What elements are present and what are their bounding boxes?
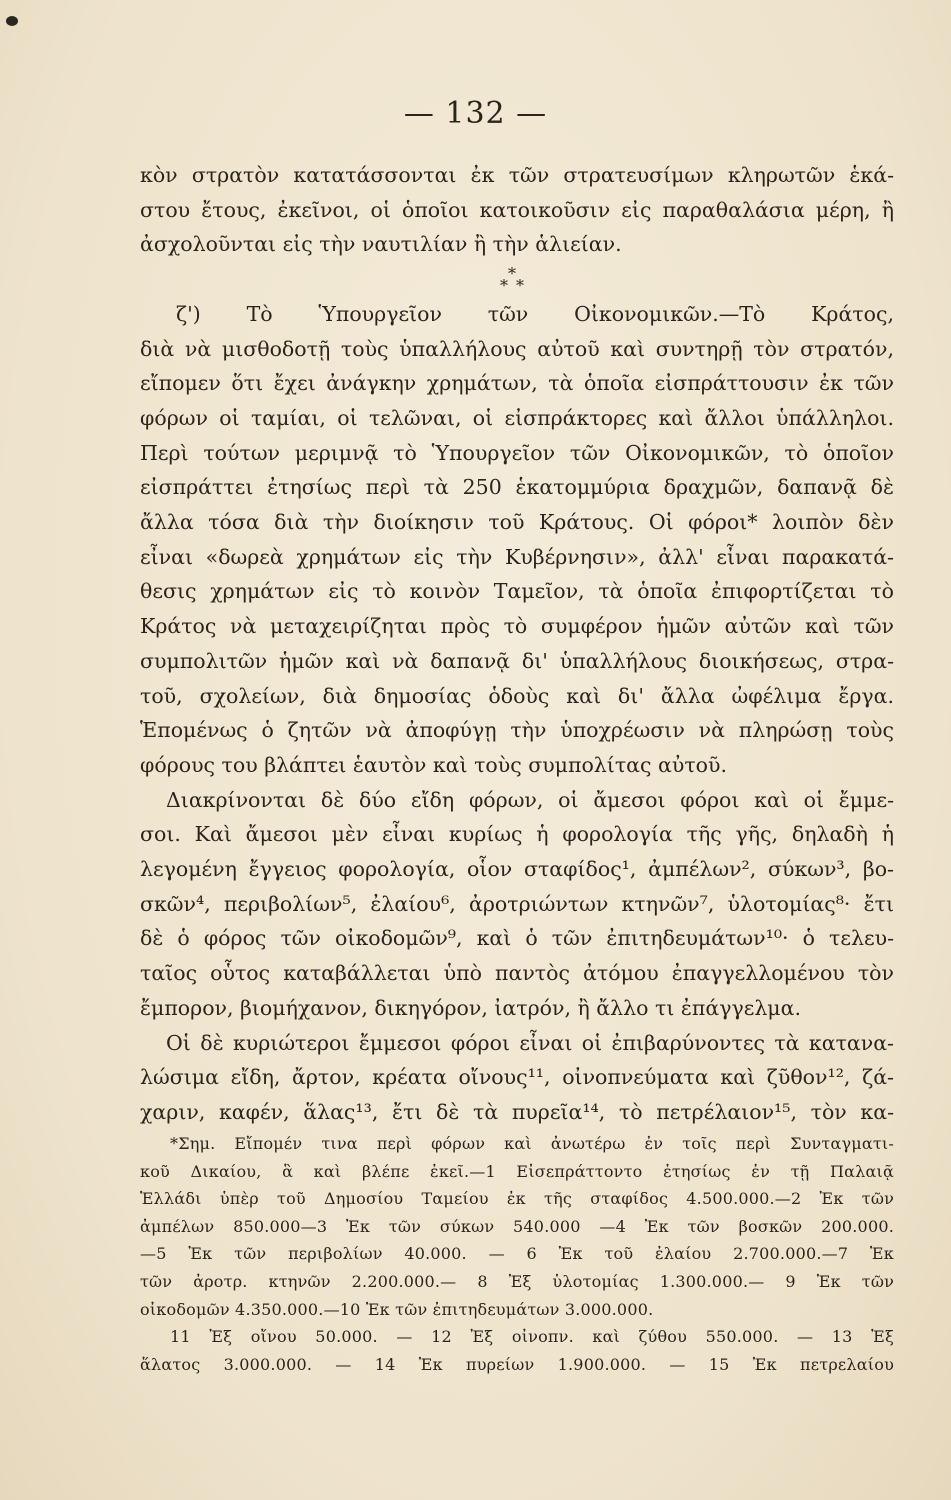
- footnote-line: Ἑλλάδι ὑπὲρ τοῦ Δημοσίου Ταμείου ἐκ τῆς σταφίδος 4.500.000.—2 Ἐκ τῶν: [140, 1189, 894, 1209]
- body-text: [140, 158, 894, 1130]
- section-heading: ζ') Τὸ Ὑπουργεῖον τῶν Οἰκονομικῶν.—Τὸ Κράτος,: [176, 301, 894, 326]
- footnote-line: ἀμπέλων 850.000—3 Ἐκ τῶν σύκων 540.000 —4 Ἐκ τῶν βοσκῶν 200.000.: [140, 1216, 894, 1236]
- text-line: χαριν, καφέν, ἅλας¹³, ἔτι δὲ τὰ πυρεῖα¹⁴, τὸ πετρέλαιον¹⁵, τὸν κα-: [140, 1099, 894, 1124]
- text-line: φόρων οἱ ταμίαι, οἱ τελῶναι, οἱ εἰσπράκτορες καὶ ἄλλοι ὑπάλληλοι.: [140, 405, 894, 430]
- text-line: ἔμπορον, βιομήχανον, δικηγόρον, ἰατρόν, ἢ ἄλλο τι ἐπάγγελμα.: [140, 995, 801, 1020]
- footnote-line: ἅλατος 3.000.000. — 14 Ἐκ πυρείων 1.900.000. — 15 Ἐκ πετρελαίου: [140, 1354, 894, 1374]
- text-line: φόρους του βλάπτει ἑαυτὸν καὶ τοὺς συμπολίτας αὐτοῦ.: [140, 752, 727, 777]
- page-number: — 132 —: [403, 96, 548, 131]
- text-line: εἴπομεν ὅτι ἔχει ἀνάγκην χρημάτων, τὰ ὁποῖα εἰσπράττουσιν ἐκ τῶν: [140, 371, 894, 396]
- footnote-line: —5 Ἐκ τῶν περιβολίων 40.000. — 6 Ἐκ τοῦ ἐλαίου 2.700.000.—7 Ἐκ: [140, 1244, 894, 1264]
- text-line: κὸν στρατὸν κατατάσσονται ἐκ τῶν στρατευσίμων κληρωτῶν ἑκά-: [140, 163, 894, 187]
- footnote-line: τῶν ἀροτρ. κτηνῶν 2.200.000.— 8 Ἐξ ὑλοτομίας 1.300.000.— 9 Ἐκ τῶν: [140, 1271, 894, 1291]
- text-line: εἶναι «δωρεὰ χρημάτων εἰς τὴν Κυβέρνησιν», ἀλλ' εἶναι παρακατά-: [140, 544, 894, 569]
- footnotes: [140, 1130, 894, 1378]
- footnote-line: οἰκοδομῶν 4.350.000.—10 Ἐκ τῶν ἐπιτηδευμάτων 3.000.000.: [140, 1299, 654, 1319]
- text-line: Κράτος νὰ μεταχειρίζηται πρὸς τὸ συμφέρον ἡμῶν αὐτῶν καὶ τῶν: [140, 614, 894, 639]
- text-line: Διακρίνονται δὲ δύο εἴδη φόρων, οἱ ἄμεσοι φόροι καὶ οἱ ἔμμε-: [166, 787, 894, 812]
- text-line: θεσις χρημάτων εἰς τὸ κοινὸν Ταμεῖον, τὰ ὁποῖα ἐπιφορτίζεται τὸ: [140, 579, 894, 604]
- text-line: στου ἔτους, ἐκεῖνοι, οἱ ὁποῖοι κατοικοῦσιν εἰς παραθαλάσια μέρη, ἢ: [140, 197, 894, 222]
- text-line: ταῖος οὗτος καταβάλλεται ὑπὸ παντὸς ἀτόμου ἐπαγγελλομένου τὸν: [140, 961, 894, 986]
- text-line: δὲ ὁ φόρος τῶν οἰκοδομῶν⁹, καὶ ὁ τῶν ἐπιτηδευμάτων¹⁰· ὁ τελευ-: [140, 926, 894, 951]
- footnote-line: κοῦ Δικαίου, ἃ καὶ βλέπε ἐκεῖ.—1 Εἰσεπράττοντο ἐτησίως ἐν τῇ Παλαιᾷ: [140, 1161, 894, 1181]
- text-line: εἰσπράττει ἐτησίως περὶ τὰ 250 ἑκατομμύρια δραχμῶν, δαπανᾷ δὲ: [140, 475, 894, 500]
- text-line: ἄλλα τόσα διὰ τὴν διοίκησιν τοῦ Κράτους. Οἱ φόροι* λοιπὸν δὲν: [140, 510, 894, 535]
- text-line: σοι. Καὶ ἄμεσοι μὲν εἶναι κυρίως ἡ φορολογία τῆς γῆς, δηλαδὴ ἡ: [140, 822, 894, 847]
- text-line: λώσιμα εἴδη, ἄρτον, κρέατα οἴνους¹¹, οἰνοπνεύματα καὶ ζῦθον¹², ζά-: [140, 1065, 894, 1090]
- footnote-line: 11 Ἐξ οἴνου 50.000. — 12 Ἐξ οἰνοπν. καὶ ζύθου 550.000. — 13 Ἐξ: [170, 1327, 894, 1347]
- ink-spot: [6, 16, 18, 26]
- text-line: ἀσχολοῦνται εἰς τὴν ναυτιλίαν ἢ τὴν ἁλιείαν.: [140, 232, 622, 257]
- text-line: σκῶν⁴, περιβολίων⁵, ἐλαίου⁶, ἀροτριώντων κτηνῶν⁷, ὑλοτομίας⁸· ἔτι: [140, 891, 894, 916]
- text-line: διὰ νὰ μισθοδοτῇ τοὺς ὑπαλλήλους αὐτοῦ καὶ συντηρῇ τὸν στρατόν,: [140, 336, 894, 361]
- text-line: λεγομένη ἔγγειος φορολογία, οἷον σταφίδος¹, ἀμπέλων², σύκων³, βο-: [140, 857, 894, 882]
- footnote-line: *Σημ. Εἴπομέν τινα περὶ φόρων καὶ ἀνωτέρω ἐν τοῖς περὶ Συνταγματι-: [170, 1134, 894, 1153]
- text-line: Ἑπομένως ὁ ζητῶν νὰ ἀποφύγῃ τὴν ὑποχρέωσιν νὰ πληρώσῃ τοὺς: [140, 718, 894, 743]
- text-line: τοῦ, σχολείων, διὰ δημοσίας ὁδοὺς καὶ δι' ἄλλα ὠφέλιμα ἔργα.: [140, 683, 894, 708]
- text-line: συμπολιτῶν ἡμῶν καὶ νὰ δαπανᾷ δι' ὑπαλλήλους διοικήσεως, στρα-: [140, 648, 894, 673]
- text-line: Οἱ δὲ κυριώτεροι ἔμμεσοι φόροι εἶναι οἱ ἐπιβαρύνοντες τὰ κατανα-: [166, 1030, 894, 1055]
- section-asterism: * * *: [500, 264, 524, 296]
- text-line: Περὶ τούτων μεριμνᾷ τὸ Ὑπουργεῖον τῶν Οἰκονομικῶν, τὸ ὁποῖον: [140, 440, 894, 465]
